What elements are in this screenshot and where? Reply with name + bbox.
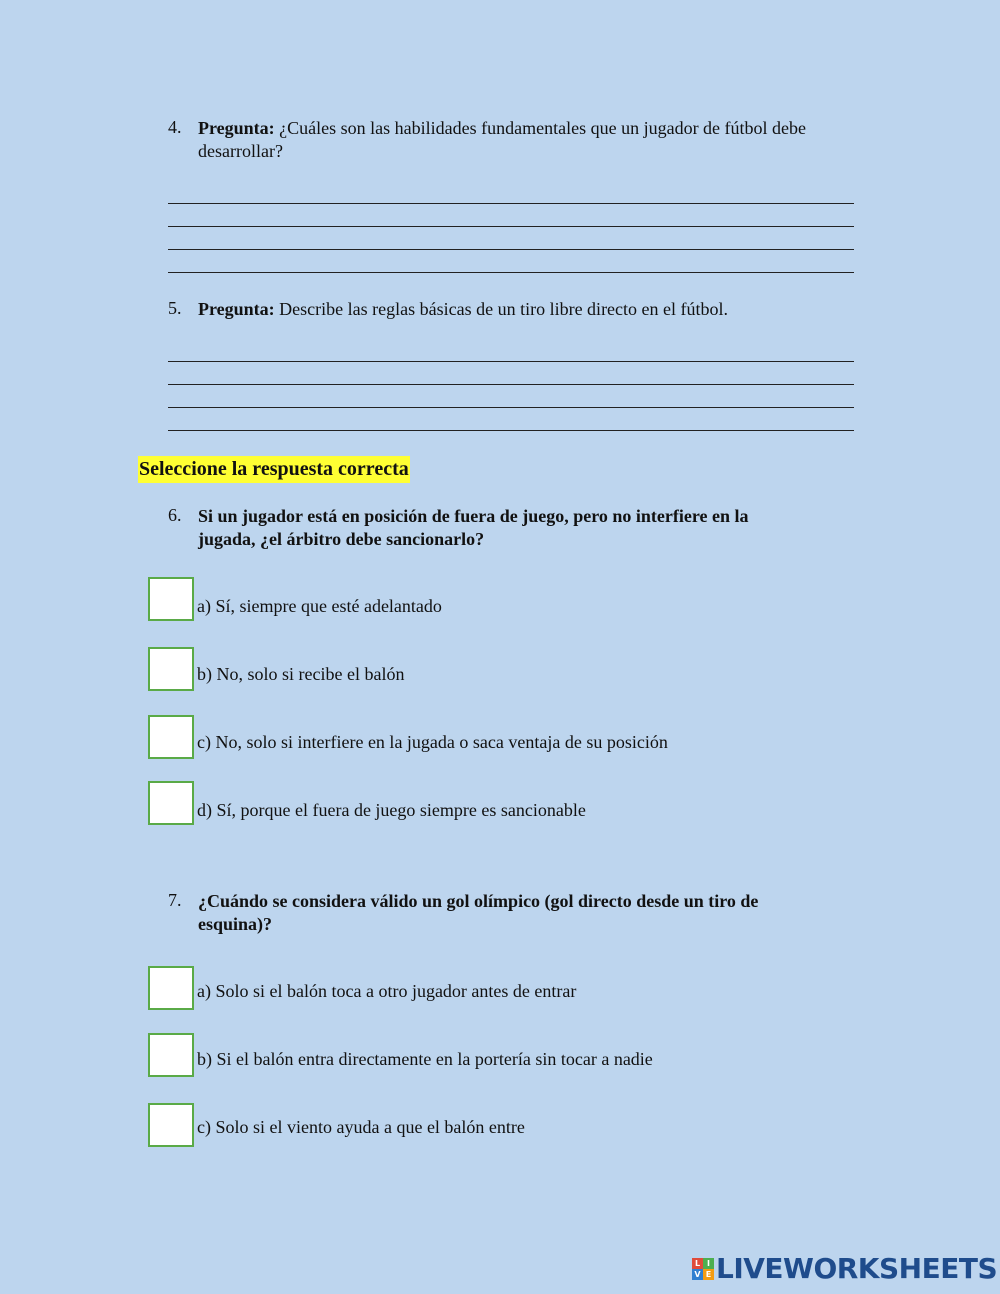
option-q7-a: a) Solo si el balón toca a otro jugador antes de entrar bbox=[197, 981, 577, 1001]
question-4-number: 4. bbox=[168, 117, 182, 137]
checkbox-q6-a[interactable] bbox=[148, 577, 194, 621]
question-5-body: Describe las reglas básicas de un tiro libre directo en el fútbol. bbox=[274, 299, 729, 319]
option-q6-a: a) Sí, siempre que esté adelantado bbox=[197, 596, 442, 616]
question-6-line1: Si un jugador está en posición de fuera de juego, pero no interfiere en la bbox=[198, 506, 749, 526]
answer-line-q4-1[interactable] bbox=[168, 203, 854, 204]
question-7-line2: esquina)? bbox=[198, 914, 273, 934]
question-5-text bbox=[198, 298, 862, 321]
question-7-text bbox=[198, 890, 862, 936]
question-4-label: Pregunta: bbox=[198, 118, 275, 138]
option-q7-c: c) Solo si el viento ayuda a que el balón entre bbox=[197, 1117, 525, 1137]
checkbox-q7-a[interactable] bbox=[148, 966, 194, 1010]
option-q7-b: b) Si el balón entra directamente en la portería sin tocar a nadie bbox=[197, 1049, 653, 1069]
liveworksheets-logo bbox=[692, 1254, 997, 1284]
logo-icon-letter-l: L bbox=[692, 1258, 703, 1269]
option-q6-b: b) No, solo si recibe el balón bbox=[197, 664, 405, 684]
logo-icon-letter-v: V bbox=[692, 1269, 703, 1280]
option-q6-c: c) No, solo si interfiere en la jugada o saca ventaja de su posición bbox=[197, 732, 668, 752]
question-7-number: 7. bbox=[168, 890, 182, 910]
checkbox-q6-d[interactable] bbox=[148, 781, 194, 825]
option-q6-d: d) Sí, porque el fuera de juego siempre es sancionable bbox=[197, 800, 586, 820]
answer-line-q5-4[interactable] bbox=[168, 430, 854, 431]
answer-line-q5-3[interactable] bbox=[168, 407, 854, 408]
answer-line-q4-2[interactable] bbox=[168, 226, 854, 227]
liveworksheets-icon bbox=[692, 1258, 714, 1280]
answer-line-q4-3[interactable] bbox=[168, 249, 854, 250]
question-6-text bbox=[198, 505, 862, 551]
question-4-text bbox=[198, 117, 862, 163]
answer-line-q4-4[interactable] bbox=[168, 272, 854, 273]
question-5-number: 5. bbox=[168, 298, 182, 318]
answer-line-q5-2[interactable] bbox=[168, 384, 854, 385]
logo-text: LIVEWORKSHEETS bbox=[716, 1252, 998, 1285]
question-5-label: Pregunta: bbox=[198, 299, 275, 319]
logo-icon-letter-e: E bbox=[703, 1269, 714, 1280]
checkbox-q7-c[interactable] bbox=[148, 1103, 194, 1147]
question-7-line1: ¿Cuándo se considera válido un gol olímpico (gol directo desde un tiro de bbox=[198, 891, 759, 911]
answer-line-q5-1[interactable] bbox=[168, 361, 854, 362]
checkbox-q6-b[interactable] bbox=[148, 647, 194, 691]
logo-icon-letter-i: I bbox=[703, 1258, 714, 1269]
section-heading: Seleccione la respuesta correcta bbox=[138, 456, 410, 483]
checkbox-q7-b[interactable] bbox=[148, 1033, 194, 1077]
question-6-line2: jugada, ¿el árbitro debe sancionarlo? bbox=[198, 529, 485, 549]
question-4-line1: ¿Cuáles son las habilidades fundamentales que un jugador de fútbol debe bbox=[274, 118, 807, 138]
checkbox-q6-c[interactable] bbox=[148, 715, 194, 759]
question-6-number: 6. bbox=[168, 505, 182, 525]
question-4-line2: desarrollar? bbox=[198, 141, 283, 161]
